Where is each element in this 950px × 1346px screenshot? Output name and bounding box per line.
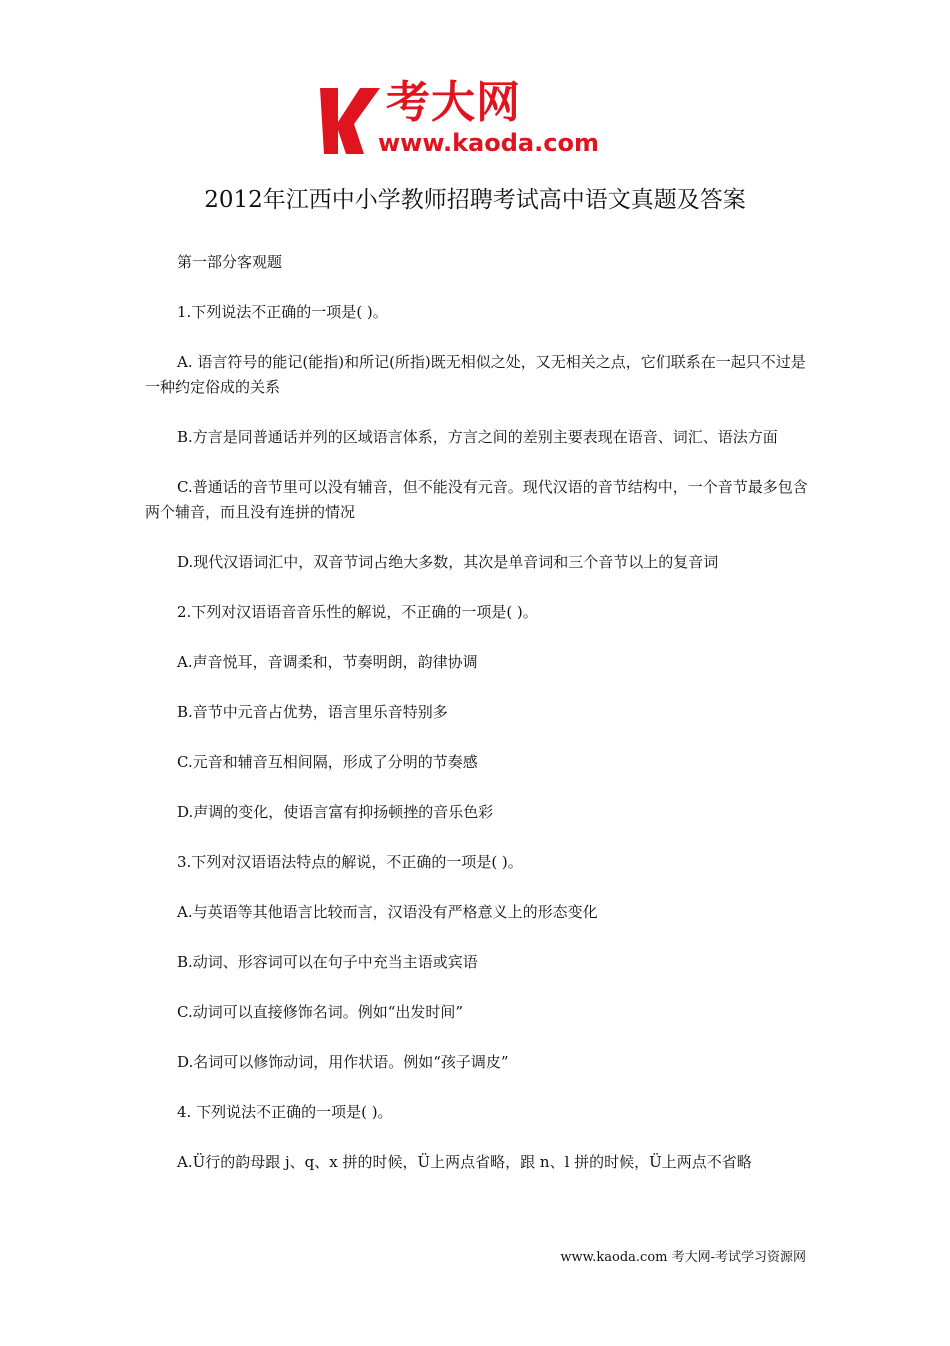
logo-url: www.kaoda.com — [378, 129, 599, 157]
question-2-option-c: C.元音和辅音互相间隔，形成了分明的节奏感 — [177, 753, 478, 771]
question-3-option-d: D.名词可以修饰动词，用作状语。例如“孩子调皮” — [177, 1053, 509, 1071]
page-footer: www.kaoda.com 考大网-考试学习资源网 — [560, 1250, 806, 1265]
question-2: 2.下列对汉语语音音乐性的解说，不正确的一项是( )。 — [177, 603, 538, 621]
question-1-option-a: A. 语言符号的能记(能指)和所记(所指)既无相似之处，又无相关之点，它们联系在一起只不过是一种约定俗成的关系 — [145, 353, 806, 396]
question-1-option-d: D.现代汉语词汇中，双音节词占绝大多数，其次是单音词和三个音节以上的复音词 — [177, 553, 719, 571]
question-4-option-a: A.Ü行的韵母跟 j、q、x 拼的时候，Ü上两点省略，跟 n、l 拼的时候，Ü上两点不省略 — [177, 1153, 752, 1171]
question-3-option-c: C.动词可以直接修饰名词。例如“出发时间” — [177, 1003, 464, 1021]
kaoda-logo — [318, 77, 648, 162]
question-3: 3.下列对汉语语法特点的解说，不正确的一项是( )。 — [177, 853, 523, 871]
question-3-option-a: A.与英语等其他语言比较而言，汉语没有严格意义上的形态变化 — [177, 903, 598, 921]
document-body — [145, 250, 810, 1200]
question-1-option-b: B.方言是同普通话并列的区域语言体系，方言之间的差别主要表现在语音、词汇、语法方面 — [177, 428, 778, 446]
question-1-option-c: C.普通话的音节里可以没有辅音，但不能没有元音。现代汉语的音节结构中，一个音节最多包含两个辅音，而且没有连拼的情况 — [145, 478, 808, 521]
question-3-option-b: B.动词、形容词可以在句子中充当主语或宾语 — [177, 953, 478, 971]
question-2-option-a: A.声音悦耳，音调柔和，节奏明朗，韵律协调 — [177, 653, 478, 671]
logo-chinese-name: 考大网 — [386, 77, 521, 128]
question-4: 4. 下列说法不正确的一项是( )。 — [177, 1103, 393, 1121]
section-heading: 第一部分客观题 — [177, 253, 283, 271]
question-2-option-b: B.音节中元音占优势，语言里乐音特别多 — [177, 703, 448, 721]
question-2-option-d: D.声调的变化，使语言富有抑扬顿挫的音乐色彩 — [177, 803, 494, 821]
question-1: 1.下列说法不正确的一项是( )。 — [177, 303, 388, 321]
document-title: 2012年江西中小学教师招聘考试高中语文真题及答案 — [204, 187, 746, 213]
logo-k-mark-icon — [318, 80, 384, 156]
